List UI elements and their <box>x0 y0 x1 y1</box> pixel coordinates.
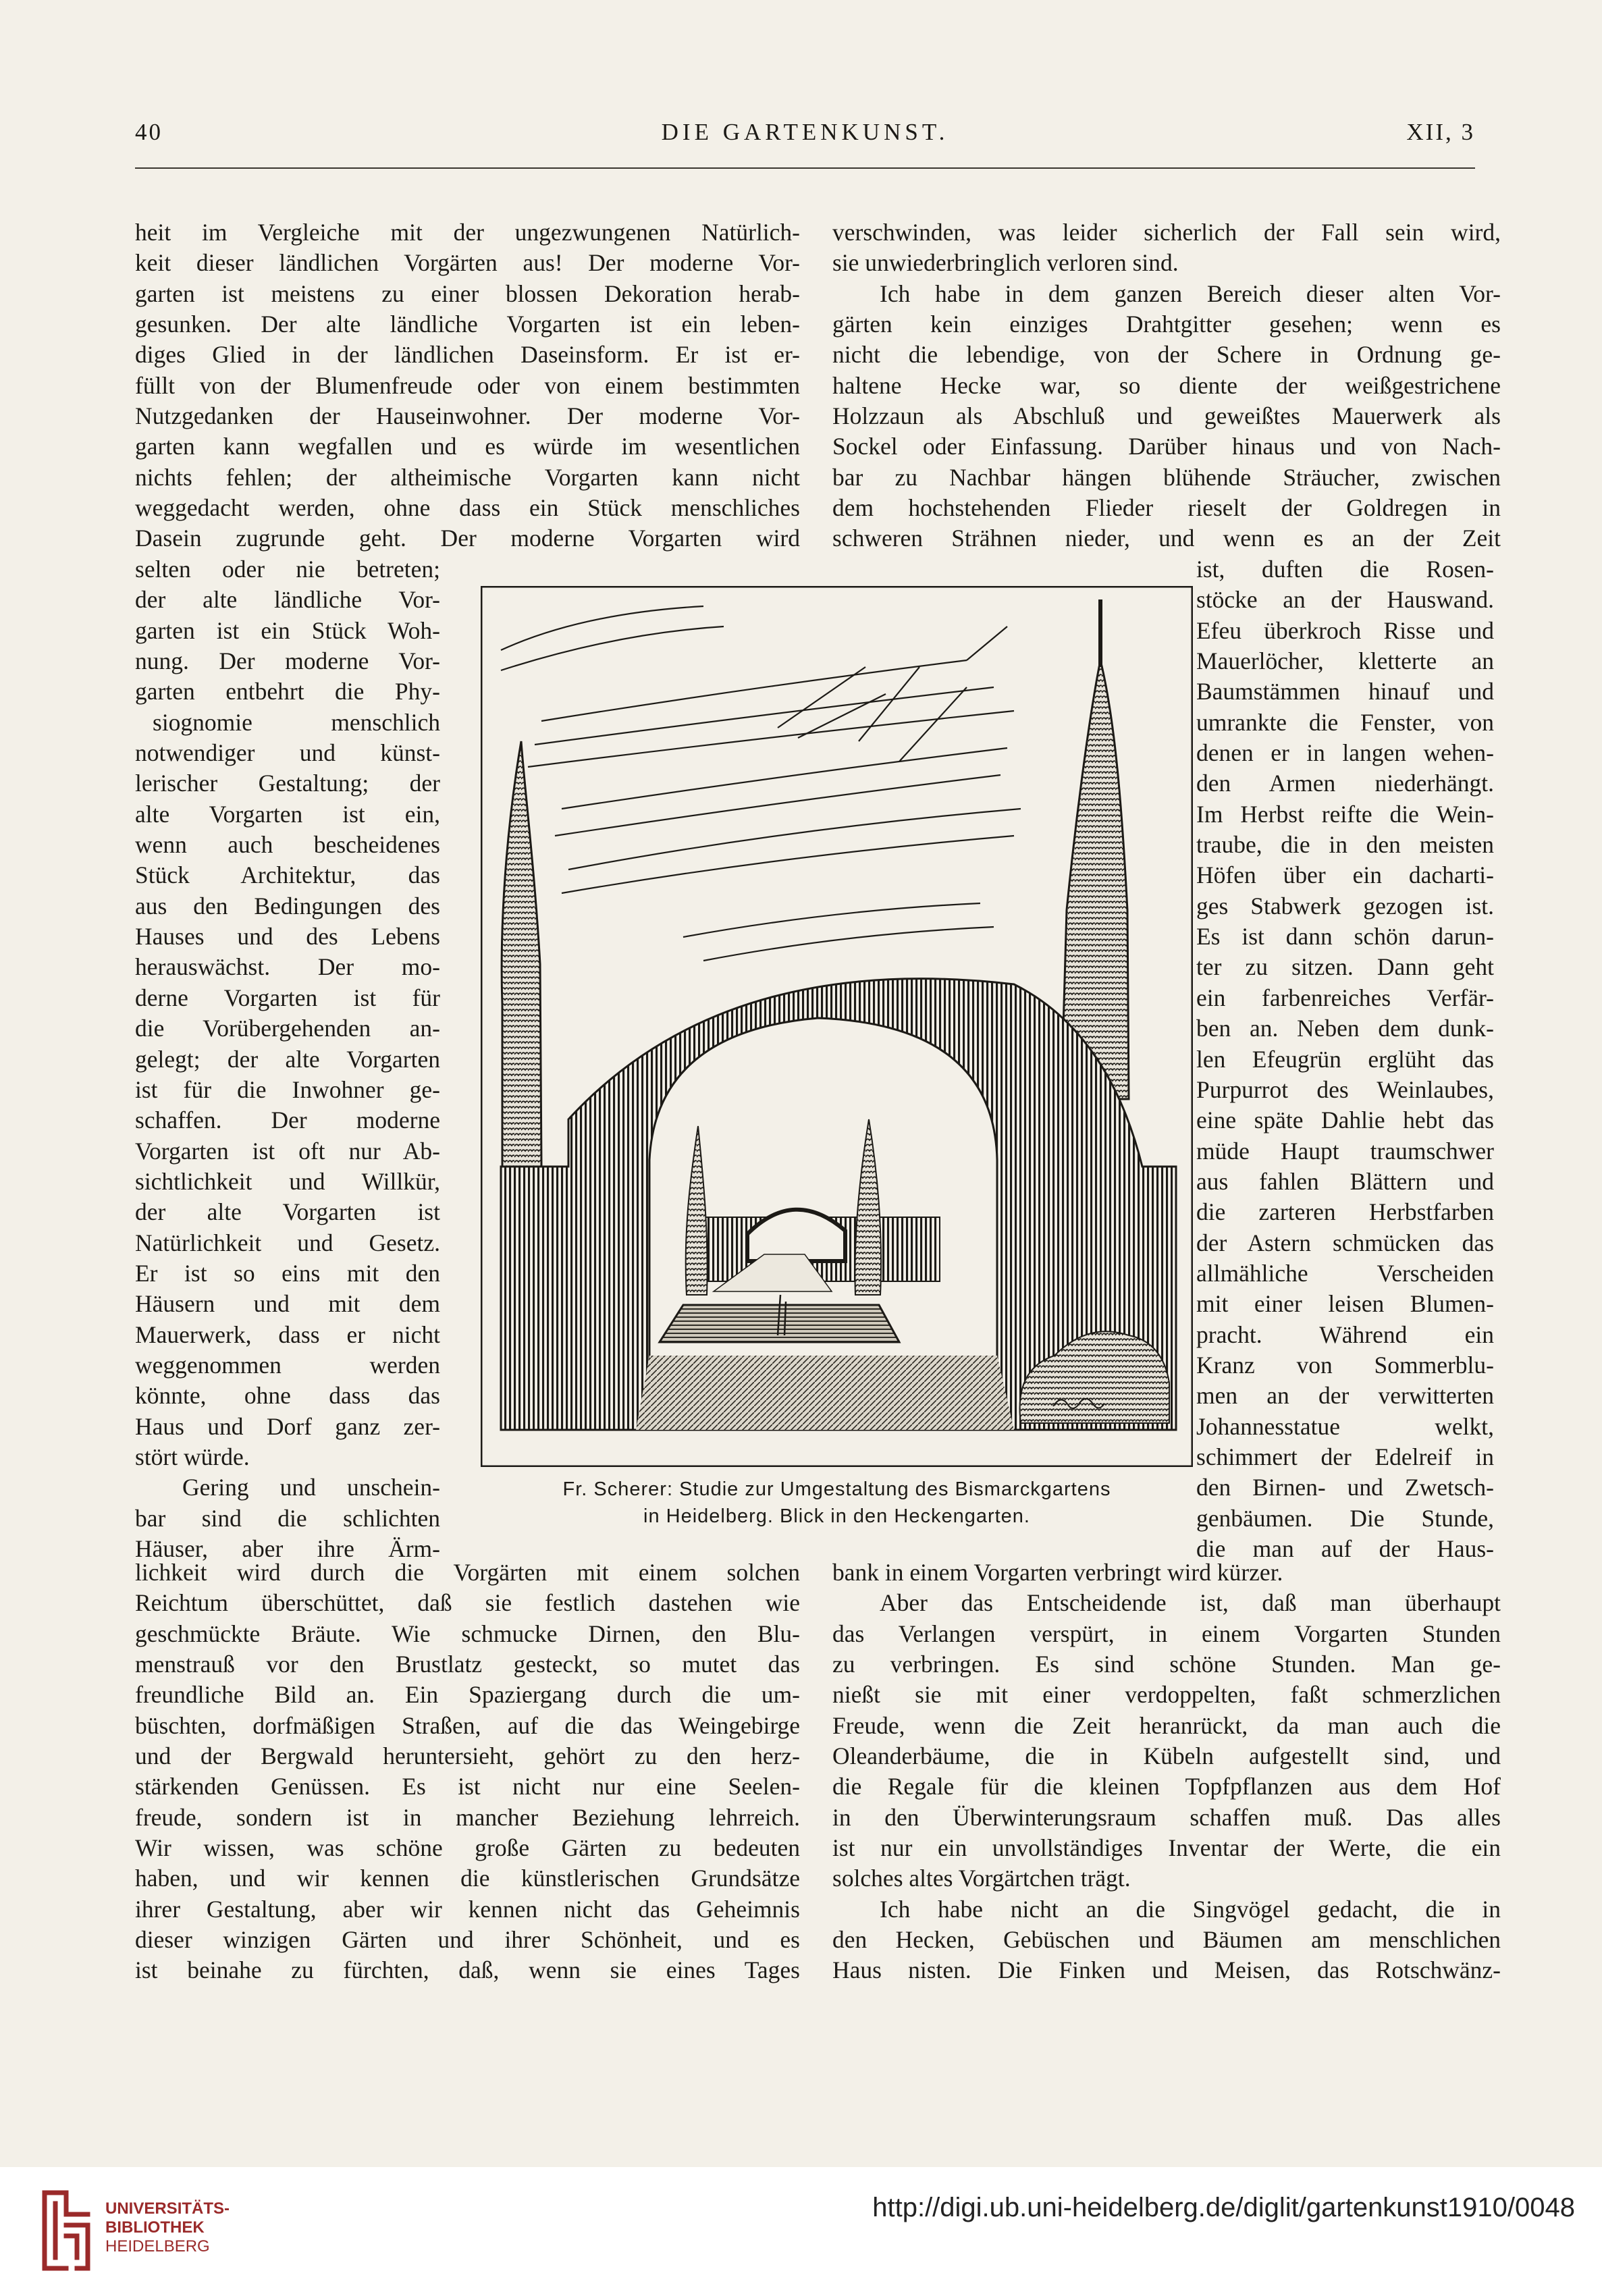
text-line: Efeu überkroch Risse und <box>1196 616 1494 644</box>
text-line: freude, sondern ist in mancher Beziehung lehrreich. <box>135 1803 800 1831</box>
text-line: nung. Der moderne Vor- <box>135 647 440 675</box>
text-line: sie unwiederbringlich verloren sind. <box>832 249 1179 277</box>
text-line: diges Glied in der ländlichen Daseinsform. Er ist er- <box>135 341 800 369</box>
text-line: freundliche Bild an. Ein Spaziergang durch die um- <box>135 1681 800 1709</box>
text-line: Aber das Entscheidende ist, daß man überhaupt <box>880 1589 1501 1617</box>
caption-line: Fr. Scherer: Studie zur Umgestaltung des Bismarckgartens <box>562 1478 1111 1500</box>
text-line: stört würde. <box>135 1443 250 1470</box>
text-line: schimmert der Edelreif in <box>1196 1443 1494 1470</box>
text-line: nießt sie mit einer verdoppelten, faßt schmerzlichen <box>832 1681 1501 1709</box>
text-line: Purpurrot des Weinlaubes, <box>1196 1075 1494 1103</box>
text-line: Johannesstatue welkt, <box>1196 1412 1494 1440</box>
text-line: der alte ländliche Vor- <box>135 586 440 614</box>
right-column-bottom <box>832 1557 1501 1986</box>
text-line: garten ist meistens zu einer blossen Dekoration herab- <box>135 279 800 307</box>
text-line: garten entbehrt die Phy- <box>135 678 440 705</box>
text-line: der Astern schmücken das <box>1196 1229 1494 1256</box>
text-line: garten kann wegfallen und es würde im wesentlichen <box>135 433 800 460</box>
text-line: derne Vorgarten ist für <box>135 984 440 1011</box>
text-line: Häuser, aber ihre Ärm- <box>135 1535 440 1562</box>
text-line: Baumstämmen hinauf und <box>1196 678 1494 705</box>
text-line: Kranz von Sommerblu- <box>1196 1351 1494 1379</box>
left-column-bottom <box>135 1557 800 1986</box>
text-line: die zarteren Herbstfarben <box>1196 1198 1494 1226</box>
text-line: zu verbringen. Es sind schöne Stunden. Man ge- <box>832 1651 1501 1678</box>
journal-title: DIE GARTENKUNST. <box>661 119 949 145</box>
text-line: dem hochstehenden Flieder rieselt der Goldregen in <box>832 494 1501 522</box>
text-line: ist für die Inwohner ge- <box>135 1075 440 1103</box>
text-line: könnte, ohne dass das <box>135 1382 440 1410</box>
library-city: HEIDELBERG <box>105 2237 210 2255</box>
text-line: Gering und unschein- <box>182 1474 440 1501</box>
text-line: mit einer leisen Blumen- <box>1196 1290 1494 1318</box>
text-line: herauswächst. Der mo- <box>135 953 440 981</box>
library-logo-icon <box>39 2187 93 2274</box>
text-line: füllt von der Blumenfreude oder von einem bestimmten <box>135 371 800 399</box>
text-line: geschmückte Bräute. Wie schmucke Dirnen, den Blu- <box>135 1620 800 1647</box>
text-line: haben, und wir kennen die künstlerischen Grundsätze <box>135 1865 800 1892</box>
text-line: weggenommen werden <box>135 1351 440 1379</box>
volume-issue: XII, 3 <box>1406 119 1475 145</box>
text-line: bar sind die schlichten <box>135 1504 440 1532</box>
text-line: dieser winzigen Gärten und ihrer Schönheit, und es <box>135 1926 800 1954</box>
text-line: Er ist so eins mit den <box>135 1259 440 1287</box>
text-line: Häusern und mit dem <box>135 1290 440 1318</box>
text-line: gärten kein einziges Drahtgitter gesehen; wenn es <box>832 311 1501 338</box>
text-line: ben an. Neben dem dunk- <box>1196 1015 1494 1042</box>
text-line: Es ist dann schön darun- <box>1196 923 1494 951</box>
text-line: lerischer Gestaltung; der <box>135 770 440 797</box>
text-line: stöcke an der Hauswand. <box>1196 586 1494 614</box>
text-line: aus den Bedingungen des <box>135 892 440 919</box>
text-line: Freude, wenn die Zeit heranrückt, da man auch die <box>832 1711 1501 1739</box>
text-line: den Birnen- und Zwetsch- <box>1196 1474 1494 1501</box>
text-line: gesunken. Der alte ländliche Vorgarten ist ein leben- <box>135 311 800 338</box>
library-name <box>105 2199 230 2256</box>
text-line: pracht. Während ein <box>1196 1320 1494 1348</box>
text-line: nichts fehlen; der altheimische Vorgarten kann nicht <box>135 463 800 491</box>
text-line: haltene Hecke war, so diente der weißgestrichene <box>832 371 1501 399</box>
text-line: sichtlichkeit und Willkür, <box>135 1167 440 1195</box>
text-line: die Regale für die kleinen Topfpflanzen aus dem Hof <box>832 1773 1501 1800</box>
text-line: Mauerlöcher, kletterte an <box>1196 647 1494 675</box>
text-line: Reichtum überschüttet, daß sie festlich dastehen wie <box>135 1589 800 1617</box>
text-line: schaffen. Der moderne <box>135 1106 440 1134</box>
text-line: ist beinahe zu fürchten, daß, wenn sie eines Tages <box>135 1956 800 1984</box>
header-rule <box>135 167 1475 169</box>
digitization-footer <box>0 2167 1602 2296</box>
left-column-narrow <box>135 554 440 1564</box>
text-line: Ich habe nicht an die Singvögel gedacht, die in <box>880 1895 1501 1923</box>
text-line: men an der verwitterten <box>1196 1382 1494 1410</box>
library-name-line: UNIVERSITÄTS- <box>105 2199 230 2218</box>
text-line: ges Stabwerk gezogen ist. <box>1196 892 1494 919</box>
text-line: denen er in langen wehen- <box>1196 739 1494 767</box>
text-line: keit dieser ländlichen Vorgärten aus! Der moderne Vor- <box>135 249 800 277</box>
right-column-narrow <box>1196 554 1494 1564</box>
text-line: ein farbenreiches Verfär- <box>1196 984 1494 1011</box>
text-line: bank in einem Vorgarten verbringt wird kürzer. <box>832 1559 1283 1586</box>
text-line: Wir wissen, was schöne große Gärten zu bedeuten <box>135 1834 800 1862</box>
text-line: wenn auch bescheidenes <box>135 831 440 859</box>
text-line: garten ist ein Stück Woh- <box>135 616 440 644</box>
right-column-top <box>832 217 1501 554</box>
text-line: siognomie menschlich <box>153 708 440 736</box>
text-line: selten oder nie betreten; <box>135 556 440 583</box>
garden-illustration <box>481 586 1193 1467</box>
text-line: notwendiger und künst- <box>135 739 440 767</box>
text-line: und der Bergwald heruntersieht, gehört zu den herz- <box>135 1742 800 1770</box>
text-line: verschwinden, was leider sicherlich der Fall sein wird, <box>832 219 1501 246</box>
text-line: Ich habe in dem ganzen Bereich dieser alten Vor- <box>880 279 1501 307</box>
text-line: lichkeit wird durch die Vorgärten mit einem solchen <box>135 1559 800 1586</box>
caption-line: in Heidelberg. Blick in den Heckengarten. <box>643 1505 1030 1527</box>
text-line: müde Haupt traumschwer <box>1196 1137 1494 1165</box>
text-line: Stück Architektur, das <box>135 861 440 889</box>
running-header <box>135 119 1475 153</box>
text-line: len Efeugrün erglüht das <box>1196 1045 1494 1073</box>
text-line: die man auf der Haus- <box>1196 1535 1494 1562</box>
text-line: solches altes Vorgärtchen trägt. <box>832 1865 1131 1892</box>
figure-caption <box>481 1476 1193 1530</box>
text-line: ter zu sitzen. Dann geht <box>1196 953 1494 981</box>
left-column-top <box>135 217 800 554</box>
text-line: menstrauß vor den Brustlatz gesteckt, so mutet das <box>135 1651 800 1678</box>
cypress-trunk <box>1098 599 1102 667</box>
text-line: ihrer Gestaltung, aber wir kennen nicht das Geheimnis <box>135 1895 800 1923</box>
text-line: den Armen niederhängt. <box>1196 770 1494 797</box>
text-line: Holzzaun als Abschluß und geweißtes Mauerwerk als <box>832 402 1501 430</box>
text-line: Dasein zugrunde geht. Der moderne Vorgarten wird <box>135 525 800 552</box>
text-line: büschten, dorfmäßigen Straßen, auf die das Weingebirge <box>135 1711 800 1739</box>
text-line: der alte Vorgarten ist <box>135 1198 440 1226</box>
text-line: umrankte die Fenster, von <box>1196 708 1494 736</box>
text-line: traube, die in den meisten <box>1196 831 1494 859</box>
source-url-link[interactable]: http://digi.ub.uni-heidelberg.de/diglit/gartenkunst1910/0048 <box>872 2193 1575 2222</box>
text-line: ist, duften die Rosen- <box>1196 556 1494 583</box>
text-line: heit im Vergleiche mit der ungezwungenen Natürlich- <box>135 219 800 246</box>
text-line: nicht die lebendige, von der Schere in Ordnung ge- <box>832 341 1501 369</box>
text-line: den Hecken, Gebüschen und Bäumen am menschlichen <box>832 1926 1501 1954</box>
text-line: Höfen über ein dacharti- <box>1196 861 1494 889</box>
text-line: Mauerwerk, dass er nicht <box>135 1320 440 1348</box>
text-line: stärkenden Genüssen. Es ist nicht nur eine Seelen- <box>135 1773 800 1800</box>
text-line: Vorgarten ist oft nur Ab- <box>135 1137 440 1165</box>
text-line: Oleanderbäume, die in Kübeln aufgestellt sind, und <box>832 1742 1501 1770</box>
page-number: 40 <box>135 119 163 145</box>
text-line: Sockel oder Einfassung. Darüber hinaus und von Nach- <box>832 433 1501 460</box>
text-line: ist nur ein unvollständiges Inventar der Werte, die ein <box>832 1834 1501 1862</box>
text-line: allmähliche Verscheiden <box>1196 1259 1494 1287</box>
text-line: aus fahlen Blättern und <box>1196 1167 1494 1195</box>
text-line: weggedacht werden, ohne dass ein Stück menschliches <box>135 494 800 522</box>
forecourt-ground <box>636 1356 1014 1430</box>
text-line: Hauses und des Lebens <box>135 923 440 951</box>
text-line: Im Herbst reifte die Wein- <box>1196 800 1494 828</box>
library-name-line: BIBLIOTHEK <box>105 2218 205 2237</box>
text-line: bar zu Nachbar hängen blühende Sträucher, zwischen <box>832 463 1501 491</box>
text-line: Nutzgedanken der Hauseinwohner. Der moderne Vor- <box>135 402 800 430</box>
text-line: eine späte Dahlie hebt das <box>1196 1106 1494 1134</box>
text-line: gelegt; der alte Vorgarten <box>135 1045 440 1073</box>
text-line: alte Vorgarten ist ein, <box>135 800 440 828</box>
text-line: Haus und Dorf ganz zer- <box>135 1412 440 1440</box>
text-line: das Verlangen verspürt, in einem Vorgarten Stunden <box>832 1620 1501 1647</box>
text-line: Haus nisten. Die Finken und Meisen, das Rotschwänz- <box>832 1956 1501 1984</box>
text-line: Natürlichkeit und Gesetz. <box>135 1229 440 1256</box>
text-line: schweren Strähnen nieder, und wenn es an der Zeit <box>832 525 1501 552</box>
text-line: die Vorübergehenden an- <box>135 1015 440 1042</box>
text-line: genbäumen. Die Stunde, <box>1196 1504 1494 1532</box>
text-line: in den Überwinterungsraum schaffen muß. Das alles <box>832 1803 1501 1831</box>
